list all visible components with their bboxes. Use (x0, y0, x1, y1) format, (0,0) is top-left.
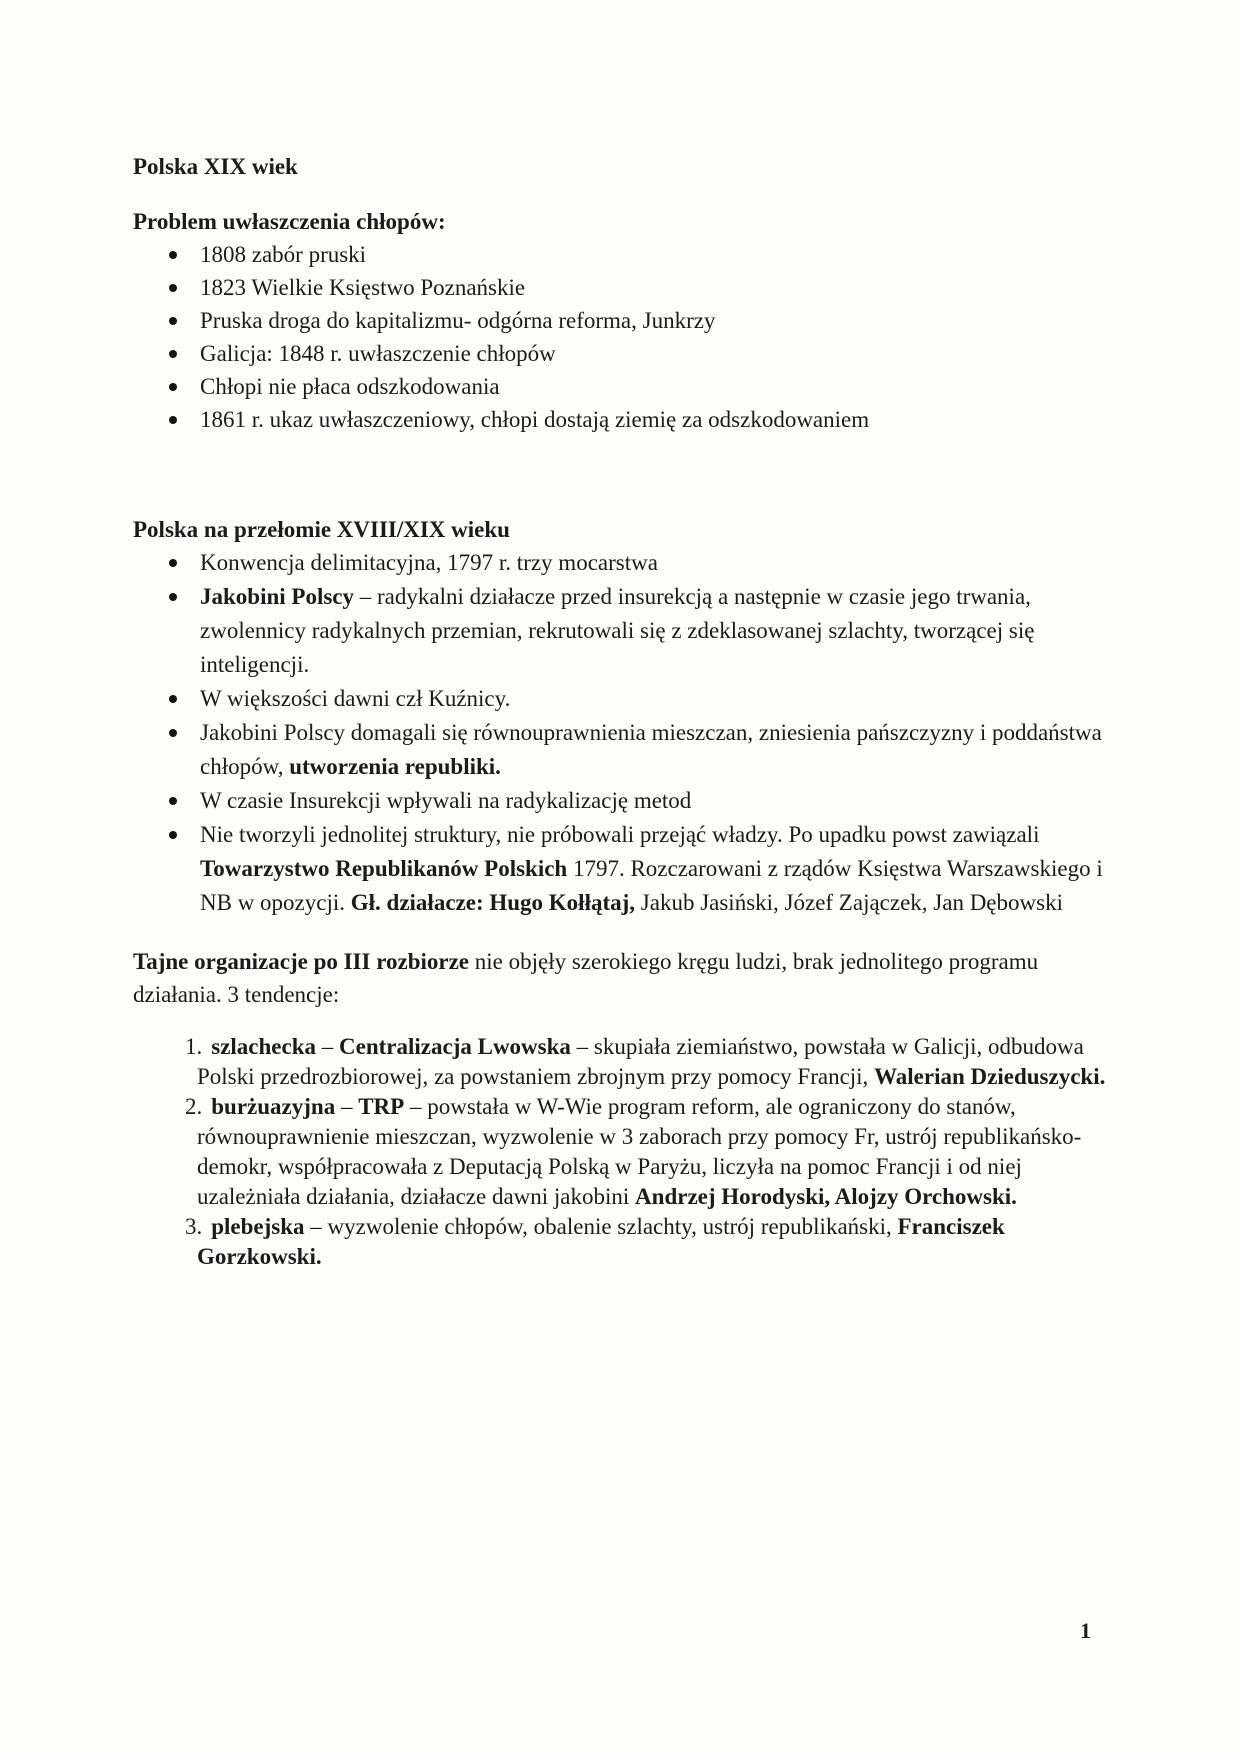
text-segment: Tajne organizacje po III rozbiorze (133, 949, 470, 974)
list-item (185, 1032, 1108, 1092)
bullet-list-ukaz (133, 403, 1108, 436)
list-item (200, 818, 1108, 920)
list-item (200, 271, 1108, 304)
text-segment: Centralizacja Lwowska (339, 1034, 571, 1059)
bullet-icon (169, 284, 177, 292)
text-segment: utworzenia republiki. (289, 754, 501, 779)
text-segment: Jakobini Polscy (200, 584, 355, 609)
text-segment: Walerian Dzieduszycki. (874, 1064, 1106, 1089)
text-segment: TRP (358, 1094, 405, 1119)
text-segment: Jakub Jasiński, Józef Zajączek, Jan Dębowski (635, 890, 1063, 915)
bullet-icon (169, 831, 177, 839)
text-segment: – (316, 1034, 340, 1059)
text-segment: Konwencja delimitacyjna, 1797 r. trzy mocarstwa (200, 550, 658, 575)
list-item (200, 716, 1108, 784)
text-segment: burżuazyjna (211, 1094, 336, 1119)
section-heading-przelom: Polska na przełomie XVIII/XIX wieku (133, 517, 510, 542)
list-item (185, 1212, 1108, 1272)
text-segment: – radykalni działacze przed insurekcją a następnie w czasie jego trwania, zwolennicy radykalnych przemian, rekrutowali się z zdeklasowanej szlachty, tworzącej się inteligencji. (200, 584, 1035, 677)
text-segment: Jakobini Polscy domagali się równouprawnienia mieszczan, zniesienia pańszczyzny i poddaństwa chłopów, (200, 720, 1102, 779)
bullet-icon (169, 797, 177, 805)
bullet-list-galicia (133, 337, 1108, 403)
paragraph-tajne-organizacje (133, 945, 1108, 1011)
list-item-text: Galicja: 1848 r. uwłaszczenie chłopów (200, 341, 556, 366)
text-segment: plebejska (211, 1214, 305, 1239)
document-content (133, 150, 1108, 1272)
text-segment: Nie tworzyli jednolitej struktury, nie próbowali przejąć władzy. Po upadku powst zawiązali (200, 822, 1040, 847)
bullet-icon (169, 251, 177, 259)
list-item (200, 682, 1108, 716)
list-item (200, 784, 1108, 818)
list-item (200, 546, 1108, 580)
list-item (200, 337, 1108, 370)
text-segment: Andrzej Horodyski, Alojzy Orchowski. (635, 1184, 1017, 1209)
bullet-icon (169, 559, 177, 567)
bullet-list-prussia (133, 238, 1108, 337)
list-item (200, 238, 1108, 271)
bullet-icon (169, 729, 177, 737)
numbered-list-tendencje (133, 1032, 1108, 1272)
list-item (200, 304, 1108, 337)
text-segment: Franciszek Gorzkowski. (197, 1214, 1005, 1269)
bullet-list-przelom (133, 546, 1108, 920)
list-number: 3. (185, 1214, 203, 1239)
text-segment: – wyzwolenie chłopów, obalenie szlachty, ustrój republikański, (304, 1214, 898, 1239)
text-segment: nie objęły szerokiego kręgu ludzi, brak jednolitego programu działania. 3 tendencje: (133, 949, 1039, 1007)
text-segment: – skupiała ziemiaństwo, powstała w Galicji, odbudowa Polski przedrozbiorowej, za powstaniem zbrojnym przy pomocy Francji, (197, 1034, 1084, 1089)
text-segment: – powstała w W-Wie program reform, ale ograniczony do stanów, równouprawnienie mieszczan, wyzwolenie w 3 zaborach przy pomocy Fr, ustrój republikańsko-demokr, współpracowała z Deputacją Polską w Paryżu, liczyła na pomoc Francji i od niej uzależniała działania, działacze dawni jakobini (197, 1094, 1082, 1209)
text-segment: 1797. Rozczarowani z rządów Księstwa Warszawskiego i NB w opozycji. (200, 856, 1103, 915)
list-item (185, 1092, 1108, 1212)
text-segment: W czasie Insurekcji wpływali na radykalizację metod (200, 788, 692, 813)
bullet-icon (169, 416, 177, 424)
list-item-text: 1808 zabór pruski (200, 242, 367, 267)
text-segment: szlachecka (211, 1034, 317, 1059)
section-heading-problem: Problem uwłaszczenia chłopów: (133, 209, 446, 234)
list-number: 1. (185, 1034, 203, 1059)
bullet-icon (169, 383, 177, 391)
list-item-text: 1823 Wielkie Księstwo Poznańskie (200, 275, 526, 300)
list-item-text: 1861 r. ukaz uwłaszczeniowy, chłopi dostają ziemię za odszkodowaniem (200, 407, 870, 432)
bullet-icon (169, 350, 177, 358)
text-segment: W większości dawni czł Kuźnicy. (200, 686, 511, 711)
text-segment: Towarzystwo Republikanów Polskich (200, 856, 568, 881)
list-number: 2. (185, 1094, 203, 1119)
list-item (200, 580, 1108, 682)
bullet-icon (169, 317, 177, 325)
page-title: Polska XIX wiek (133, 154, 298, 179)
bullet-icon (169, 593, 177, 601)
text-segment: Gł. działacze: Hugo Kołłątaj, (350, 890, 636, 915)
list-item (200, 403, 1108, 436)
page-number: 1 (1080, 1618, 1091, 1643)
list-item-text: Chłopi nie płaca odszkodowania (200, 374, 500, 399)
list-item (200, 370, 1108, 403)
bullet-icon (169, 695, 177, 703)
list-item-text: Pruska droga do kapitalizmu- odgórna reforma, Junkrzy (200, 308, 716, 333)
text-segment: – (335, 1094, 359, 1119)
